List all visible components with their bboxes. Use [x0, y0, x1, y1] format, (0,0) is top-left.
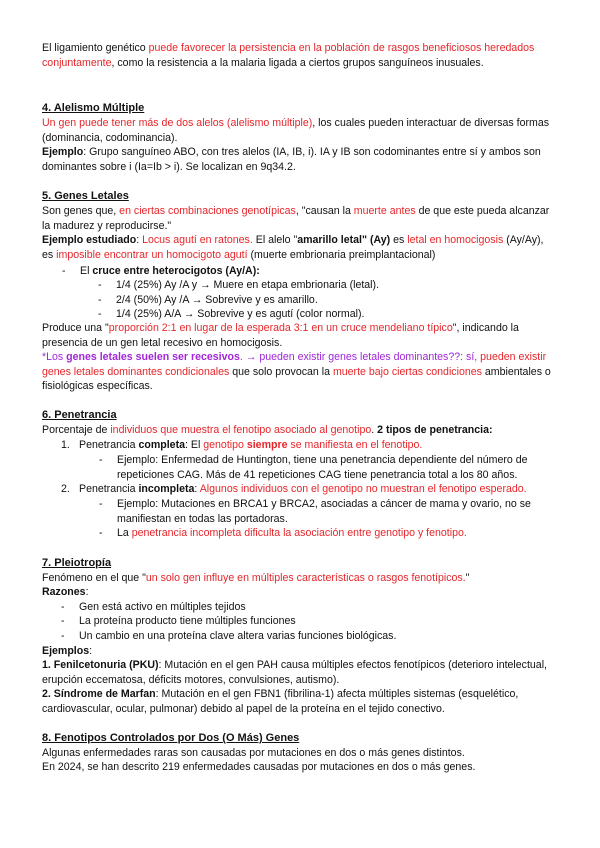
- bold-text: cruce entre heterocigotos (Ay/A):: [92, 265, 260, 277]
- highlight-text: penetrancia incompleta dificulta la asociación entre genotipo y fenotipo.: [131, 527, 467, 539]
- result-text: 2/4 (50%) Ay /A → Sobrevive y es amarillo.: [116, 294, 318, 306]
- text-run: La: [117, 527, 132, 539]
- text-run: El ligamiento genético: [42, 42, 149, 54]
- text-run: El alelo ": [252, 234, 298, 246]
- list-number: 2.: [61, 483, 70, 495]
- bold-text: 1. Fenilcetonuria (PKU): [42, 659, 159, 671]
- highlight-text: en ciertas combinaciones genotípicas: [119, 205, 296, 217]
- list-marker: -: [99, 454, 103, 466]
- text-run: :: [136, 234, 143, 246]
- text-run: : Grupo sanguíneo ABO, con tres alelos (IA, IB, i). IA y IB son codominantes entre sí y ambos son dominantes sobre i (Ia=Ib > i). Se localizan en 9q34.2.: [42, 146, 541, 173]
- text-run: (muerte embrionaria preimplantacional): [247, 248, 436, 261]
- result-text: 1/4 (25%) Ay /A y → Muere en etapa embrionaria (letal).: [116, 279, 380, 291]
- list-marker: -: [98, 279, 102, 291]
- section-4-heading: 4. Alelismo Múltiple: [42, 102, 145, 114]
- razones-label: [42, 585, 557, 600]
- section-5-example: [42, 233, 557, 262]
- text-run: Penetrancia: [79, 439, 139, 451]
- numbered-item: [61, 482, 549, 497]
- sub-item: [99, 497, 557, 526]
- text-run: que solo provocan la: [229, 365, 333, 378]
- bold-text: incompleta: [138, 483, 195, 495]
- ejemplos-label: [42, 644, 557, 659]
- list-marker: -: [61, 615, 65, 627]
- list-number: 1.: [61, 439, 70, 451]
- example-pku: [42, 658, 557, 687]
- example-marfan: [42, 687, 557, 716]
- text-run: El: [80, 265, 93, 277]
- highlight-text: un solo gen influye en múltiples características o rasgos fenotípicos.: [145, 572, 466, 584]
- text-run: , como la resistencia a la malaria ligada a ciertos grupos sanguíneos inusuales.: [111, 56, 484, 69]
- text-run: : Mutación en el gen FBN1 (fibrilina-1) afecta múltiples sistemas (esquelético, cardiovascular, ocular, pulmonar) debido al papel de la proteína en el tejido conectivo.: [42, 688, 519, 715]
- sub-item: [99, 453, 557, 482]
- highlight-text: siempre: [246, 439, 288, 451]
- list-marker: -: [61, 630, 65, 642]
- reason-item: [61, 600, 549, 615]
- highlight-text: muerte antes: [353, 205, 416, 217]
- result-item: [98, 293, 586, 308]
- highlight-text: genotipo: [203, 439, 247, 451]
- highlight-text: pueden existir genes letales dominantes condicionales: [42, 351, 547, 378]
- highlight-text: proporción 2:1 en lugar de la esperada 3:1 en un cruce mendeliano típico: [108, 322, 453, 334]
- text-run: Son genes que,: [42, 205, 120, 217]
- highlight-text: muerte bajo ciertas condiciones: [332, 365, 482, 378]
- text-run: : El: [185, 439, 204, 451]
- bold-text: amarillo letal" (Ay): [297, 234, 391, 246]
- text-run: ", indicando la presencia de un gen letal recesivo en homocigosis.: [42, 322, 519, 349]
- text-run: :: [89, 645, 93, 657]
- numbered-item: [61, 438, 549, 453]
- highlight-text: Un gen puede tener más de dos alelos (alelismo múltiple): [42, 117, 313, 129]
- text-run: .: [371, 424, 378, 436]
- cross-list-item: [62, 264, 550, 279]
- section-8-paragraph-1: Algunas enfermedades raras son causadas por mutaciones en dos o más genes distintos.: [42, 747, 465, 759]
- list-marker: -: [98, 294, 102, 306]
- list-marker: -: [61, 601, 65, 613]
- reason-text: Un cambio en una proteína clave altera varias funciones biológicas.: [79, 630, 397, 642]
- text-run: , "causan la: [295, 205, 354, 217]
- bold-text: 2. Síndrome de Marfan: [42, 688, 156, 700]
- section-7-definition: [42, 571, 557, 586]
- highlight-text: Algunos individuos con el genotipo no muestran el fenotipo esperado.: [199, 483, 527, 495]
- note-text: . → pueden existir genes letales dominantes??: sí,: [239, 351, 478, 363]
- proportion-paragraph: [42, 321, 557, 350]
- section-5-heading: 5. Genes Letales: [42, 190, 129, 202]
- example-label: Ejemplo estudiado: [42, 234, 137, 246]
- sub-text: Ejemplo: Mutaciones en BRCA1 y BRCA2, asociadas a cáncer de mama y ovario, no se manifiestan en todas las portadoras.: [117, 498, 531, 525]
- list-marker: -: [62, 265, 66, 277]
- text-run: :: [194, 483, 200, 495]
- highlight-text: se manifiesta en el fenotipo.: [287, 439, 423, 451]
- text-run: ": [465, 572, 470, 584]
- list-marker: -: [99, 498, 103, 510]
- reason-item: [61, 614, 549, 629]
- lethal-note: [42, 350, 557, 394]
- list-marker: -: [99, 527, 103, 539]
- section-8-heading: 8. Fenotipos Controlados por Dos (O Más) Genes: [42, 732, 300, 744]
- text-run: Fenómeno en el que ": [42, 572, 146, 584]
- section-4-paragraph: [42, 116, 557, 145]
- sub-item: [99, 526, 557, 541]
- intro-paragraph: [42, 41, 557, 70]
- text-run: Penetrancia: [79, 483, 139, 495]
- result-item: [98, 278, 586, 293]
- highlight-text: imposible encontrar un homocigoto agutí: [56, 248, 248, 261]
- note-text: genes letales suelen ser recesivos: [66, 351, 240, 363]
- text-run: de que este pueda alcanzar la madurez y reproducirse.": [42, 205, 550, 232]
- reason-text: La proteína producto tiene múltiples funciones: [79, 615, 296, 627]
- section-8-paragraph-2: En 2024, se han descrito 219 enfermedades causadas por mutaciones en dos o más genes.: [42, 761, 476, 773]
- text-run: : Mutación en el gen PAH causa múltiples efectos fenotípicos (deterioro intelectual, erupción eccematosa, déficits motores, convulsiones, autismo).: [42, 659, 547, 686]
- bold-text: Ejemplos: [42, 645, 90, 657]
- bold-text: 2 tipos de penetrancia:: [377, 424, 493, 436]
- sub-text: Ejemplo: Enfermedad de Huntington, tiene una penetrancia dependiente del número de repeticiones CAG. Más de 41 repeticiones CAG tiene penetrancia total a los 80 años.: [117, 454, 528, 481]
- section-4-example: [42, 145, 557, 174]
- section-7-heading: 7. Pleiotropía: [42, 557, 112, 569]
- section-6-heading: 6. Penetrancia: [42, 409, 117, 421]
- highlight-text: Locus agutí en ratones.: [142, 234, 253, 246]
- text-run: Porcentaje de: [42, 424, 111, 436]
- bold-text: completa: [138, 439, 185, 451]
- example-label: Ejemplo: [42, 146, 84, 158]
- text-run: Produce una ": [42, 322, 109, 334]
- result-item: [98, 307, 586, 322]
- text-run: ambientales o fisiológicas específicas.: [42, 365, 551, 393]
- section-5-definition: [42, 204, 557, 233]
- highlight-text: individuos que muestra el fenotipo asociado al genotipo: [110, 424, 372, 436]
- highlight-text: puede favorecer la persistencia en la población de rasgos beneficiosos heredados conjuntamente: [42, 42, 535, 69]
- result-text: 1/4 (25%) A/A → Sobrevive y es agutí (color normal).: [116, 308, 365, 320]
- text-run: es: [390, 234, 408, 246]
- reason-text: Gen está activo en múltiples tejidos: [79, 601, 246, 613]
- note-text: *Los: [42, 351, 67, 363]
- reason-item: [61, 629, 549, 644]
- text-run: , los cuales pueden interactuar de diversas formas (dominancia, codominancia).: [42, 117, 550, 144]
- text-run: (Ay/Ay), es: [42, 234, 544, 261]
- text-run: :: [85, 586, 89, 598]
- list-marker: -: [98, 308, 102, 320]
- section-6-definition: [42, 423, 557, 438]
- highlight-text: letal en homocigosis: [407, 234, 504, 246]
- bold-text: Razones: [42, 586, 86, 598]
